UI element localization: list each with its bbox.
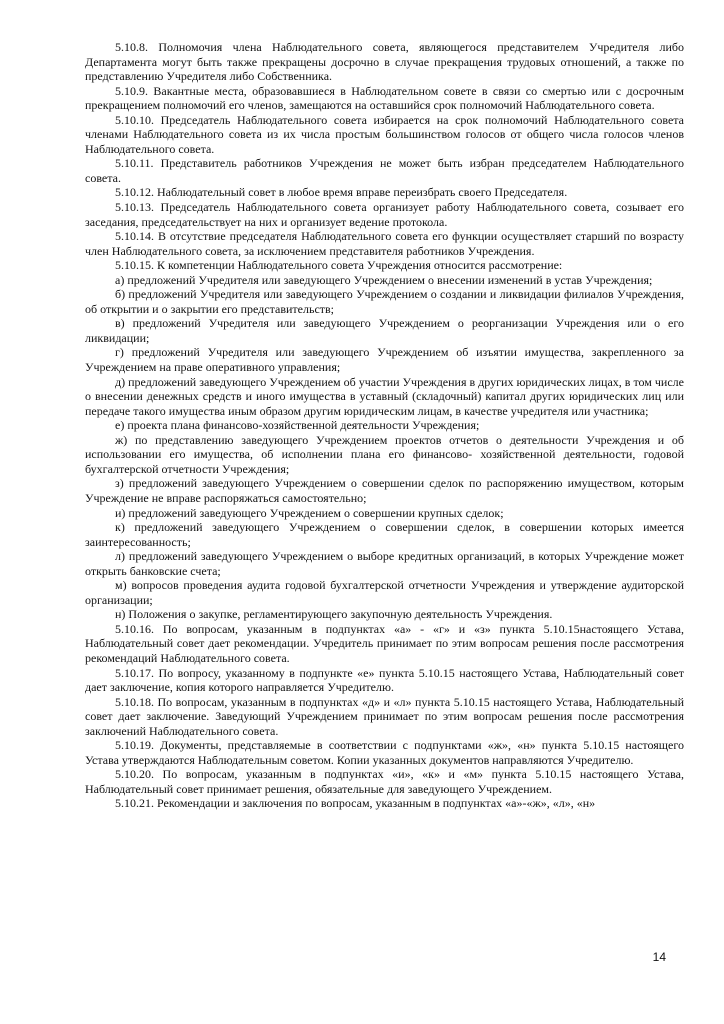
paragraph: ж) по представлению заведующего Учреждением проектов отчетов о деятельности Учреждения и об использовании его имущества, об исполнении плана его финансово- хозяйственной деятельности, годовой бухгалтерской отчетности Учреждения;: [85, 432, 684, 476]
paragraph: 5.10.20. По вопросам, указанным в подпунктах «и», «к» и «м» пункта 5.10.15 настоящего Устава, Наблюдательный совет принимает решения, обязательные для заведующего Учреждением.: [85, 767, 684, 796]
paragraph: к) предложений заведующего Учреждением о совершении сделок, в совершении которых имеется заинтересованность;: [85, 520, 684, 549]
paragraph: м) вопросов проведения аудита годовой бухгалтерской отчетности Учреждения и утверждение аудиторской организации;: [85, 578, 684, 607]
paragraph: 5.10.8. Полномочия члена Наблюдательного совета, являющегося представителем Учредителя либо Департамента могут быть также прекращены досрочно в случае прекращения трудовых отношений, а также по представлению Учредителя либо Собственника.: [85, 40, 684, 84]
paragraph: а) предложений Учредителя или заведующего Учреждением о внесении изменений в устав Учреждения;: [115, 272, 653, 287]
paragraph: 5.10.12. Наблюдательный совет в любое время вправе переизбрать своего Председателя.: [115, 185, 568, 200]
paragraph: 5.10.11. Представитель работников Учреждения не может быть избран председателем Наблюдательного совета.: [85, 156, 684, 185]
paragraph: 5.10.21. Рекомендации и заключения по вопросам, указанным в подпунктах «а»-«ж», «л», «н»: [115, 796, 596, 811]
paragraph: 5.10.19. Документы, представляемые в соответствии с подпунктами «ж», «н» пункта 5.10.15 настоящего Устава утверждаются Наблюдательным советом. Копии указанных документов направляются Учредителю.: [85, 738, 684, 767]
paragraph: 5.10.16. По вопросам, указанным в подпунктах «а» - «г» и «з» пункта 5.10.15настоящего Устава, Наблюдательный совет дает рекомендации. Учредитель принимает по этим вопросам решения после рассмотрения рекомендаций Наблюдательного совета.: [85, 621, 684, 665]
paragraph: б) предложений Учредителя или заведующего Учреждением о создании и ликвидации филиалов Учреждения, об открытии и о закрытии его представительств;: [85, 287, 684, 316]
paragraph: 5.10.15. К компетенции Наблюдательного совета Учреждения относится рассмотрение:: [115, 258, 563, 273]
paragraph: 5.10.18. По вопросам, указанным в подпунктах «д» и «л» пункта 5.10.15 настоящего Устава, Наблюдательный совет дает заключение. Заведующий Учреждением принимает по этим вопросам решения после рассмотрения заключений Наблюдательного совета.: [85, 694, 684, 738]
paragraph: г) предложений Учредителя или заведующего Учреждением об изъятии имущества, закрепленного за Учреждением на праве оперативного управления;: [85, 345, 684, 375]
paragraph: 5.10.9. Вакантные места, образовавшиеся в Наблюдательном совете в связи со смертью или с досрочным прекращением полномочий его членов, замещаются на оставшийся срок полномочий Наблюдательного совета.: [85, 83, 684, 113]
paragraph: н) Положения о закупке, регламентирующего закупочную деятельность Учреждения.: [115, 607, 553, 622]
paragraph: д) предложений заведующего Учреждением об участии Учреждения в других юридических лицах, в том числе о внесении денежных средств и иного имущества в уставный (складочный) капитал других юридических лиц или передаче такого имущества иным образом другим юридическим лицам, в качестве учредителя или участника;: [85, 374, 684, 418]
paragraph: 5.10.10. Председатель Наблюдательного совета избирается на срок полномочий Наблюдательного совета членами Наблюдательного совета из их числа простым большинством голосов от общего числа голосов членов Наблюдательного совета.: [85, 112, 684, 156]
paragraph: 5.10.17. По вопросу, указанному в подпункте «е» пункта 5.10.15 настоящего Устава, Наблюдательный совет дает заключение, копия которого направляется Учредителю.: [85, 665, 684, 695]
paragraph: л) предложений заведующего Учреждением о выборе кредитных организаций, в которых Учреждение может открыть банковские счета;: [85, 549, 684, 578]
paragraph: и) предложений заведующего Учреждением о совершении крупных сделок;: [115, 505, 504, 520]
paragraph: в) предложений Учредителя или заведующего Учреждением о реорганизации Учреждения или о его ликвидации;: [85, 316, 684, 345]
paragraph: 5.10.13. Председатель Наблюдательного совета организует работу Наблюдательного совета, созывает его заседания, председательствует на них и организует ведение протокола.: [85, 200, 684, 229]
page-number: 14: [652, 950, 666, 964]
paragraph: з) предложений заведующего Учреждением о совершении сделок по распоряжению имуществом, которым Учреждение не вправе распоряжаться самостоятельно;: [85, 476, 684, 505]
paragraph: 5.10.14. В отсутствие председателя Наблюдательного совета его функции осуществляет старший по возрасту член Наблюдательного совета, за исключением представителя работников Учреждения.: [85, 229, 684, 258]
document-body: [85, 40, 684, 811]
paragraph: е) проекта плана финансово-хозяйственной деятельности Учреждения;: [115, 418, 480, 433]
